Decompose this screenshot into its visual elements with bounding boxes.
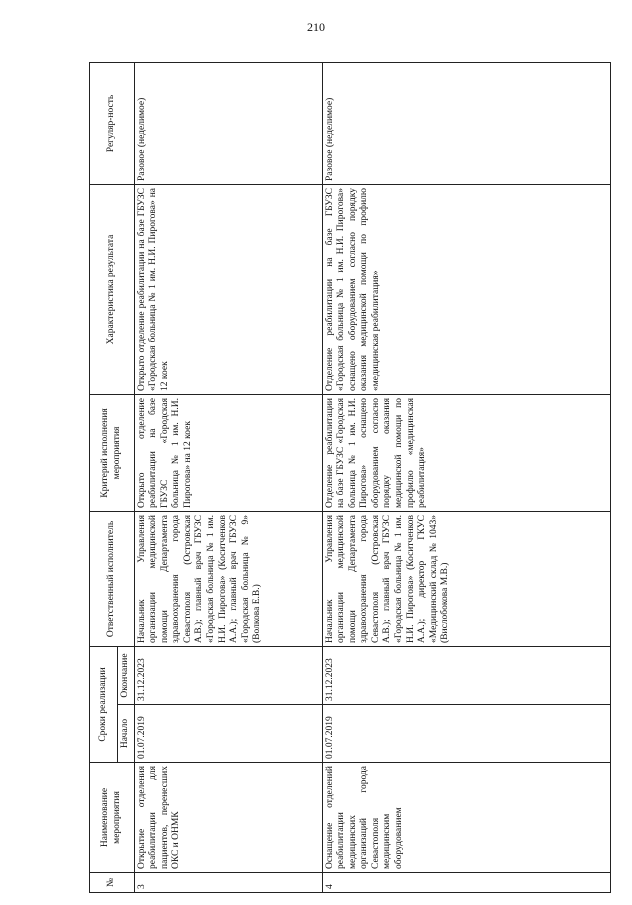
row-criterion: Отделение реабилитации на базе ГБУЗС «Городская больница № 1 им. Н.И. Пирогова» оснащено оборудованием согласно порядку оказания медицинской помощи по профилю «медицинская реабилитация» <box>322 395 610 512</box>
header-criterion: Критерий исполнения мероприятия <box>90 395 135 512</box>
header-row <box>90 63 118 893</box>
table-row <box>322 63 610 893</box>
row-name: Оснащение отделений реабилитации медицинских организаций города Севастополя медицинским оборудованием <box>322 763 610 873</box>
row-responsible: Начальник Управления организации медицинской помощи Департамента здравоохранения города Севастополя (Островская А.В.); главный врач ГБУЗС «Городская больница № 1 им. Н.И. Пирогова» (Коситченков А.А.); директор ГКУС «Медицинский склад № 1043» (Вислобокова М.В.) <box>322 512 610 647</box>
row-end: 31.12.2023 <box>134 647 322 705</box>
header-regularity: Регуляр-ность <box>90 63 135 185</box>
header-num: № <box>90 873 135 893</box>
row-start: 01.07.2019 <box>134 705 322 763</box>
row-end: 31.12.2023 <box>322 647 610 705</box>
row-criterion: Открыто отделение реабилитации на базе ГБУЗС «Городская больница № 1 им. Н.И. Пирогова» на 12 коек <box>134 395 322 512</box>
header-responsible: Ответственный исполнитель <box>90 512 135 647</box>
measures-table <box>89 62 611 893</box>
row-start: 01.07.2019 <box>322 705 610 763</box>
header-terms: Сроки реализации <box>90 647 118 763</box>
header-name: Наименование мероприятия <box>90 763 135 873</box>
row-result: Открыто отделение реабилитации на базе ГБУЗС «Городская больница № 1 им. Н.И. Пирогова» на 12 коек <box>134 185 322 395</box>
row-responsible: Начальник Управления организации медицинской помощи Департамента здравоохранения города Севастополя (Островская А.В.); главный врач ГБУЗС «Городская больница № 1 им. Н.И. Пирогова» (Коситченков А.А.); главный врач ГБУЗС «Городская больница № 9» (Волкова Е.В.) <box>134 512 322 647</box>
header-end: Окончание <box>118 647 135 705</box>
row-result: Отделение реабилитации на базе ГБУЗС «Городская больница № 1 им. Н.И. Пирогова» оснащено оборудованием согласно порядку оказания медицинской помощи по профилю «медицинская реабилитация» <box>322 185 610 395</box>
rotated-table-container <box>89 63 609 893</box>
header-start: Начало <box>118 705 135 763</box>
row-name: Открытие отделения реабилитации для пациентов, перенесших ОКС и ОНМК <box>134 763 322 873</box>
row-regularity: Разовое (неделимое) <box>134 63 322 185</box>
row-regularity: Разовое (неделимое) <box>322 63 610 185</box>
page-number: 210 <box>307 20 325 34</box>
row-num: 3 <box>134 873 322 893</box>
row-num: 4 <box>322 873 610 893</box>
header-result: Характеристика результата <box>90 185 135 395</box>
table-row <box>134 63 322 893</box>
